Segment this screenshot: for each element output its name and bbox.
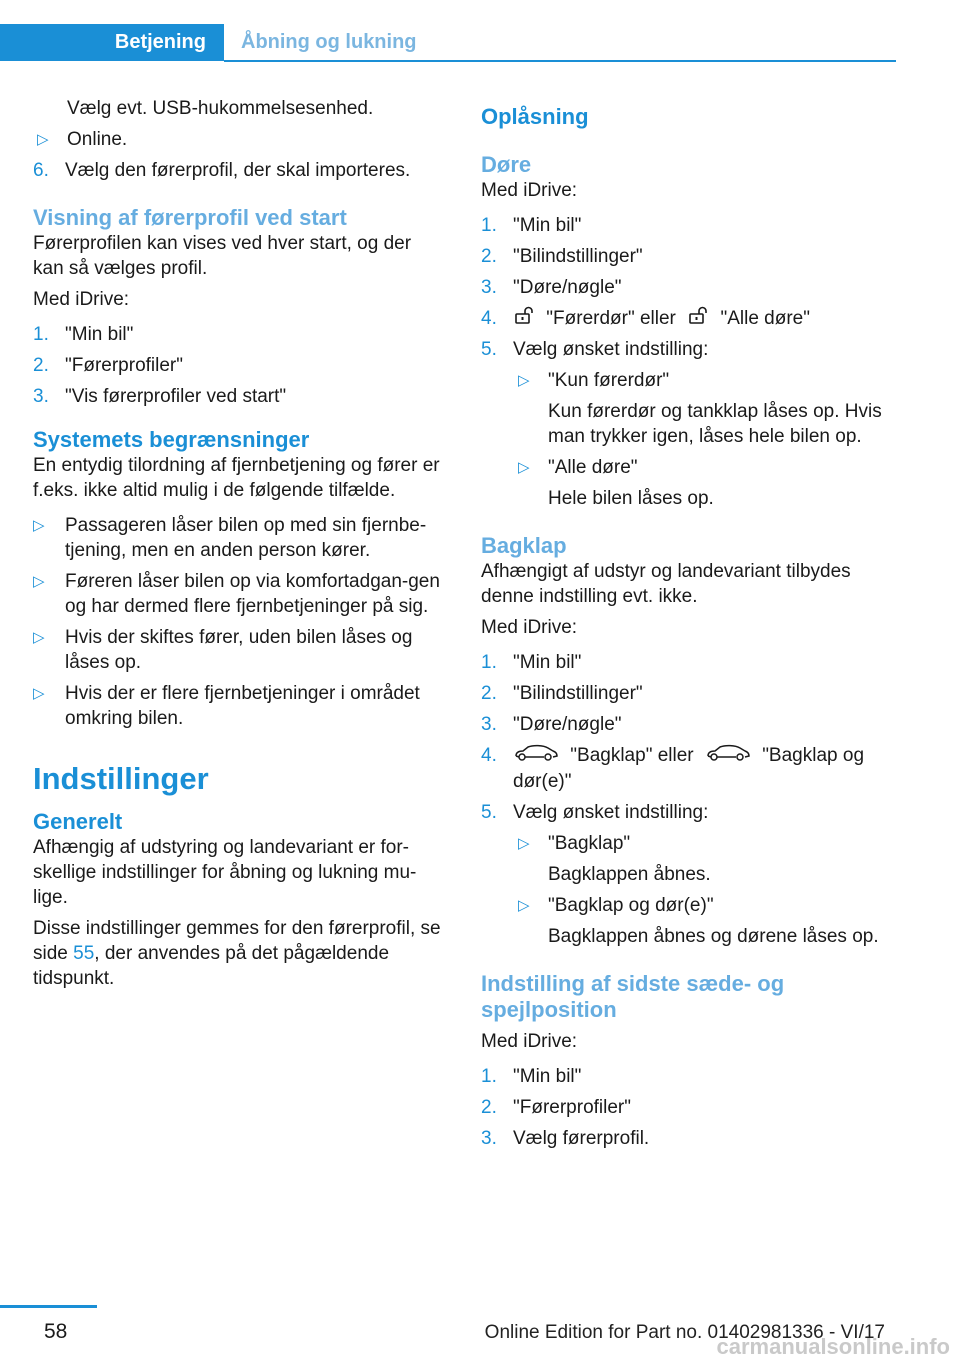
car-icon xyxy=(705,744,751,769)
list-item: 2. "Bilindstillinger" xyxy=(481,246,643,267)
triangle-right-icon: ▷ xyxy=(518,372,530,390)
list-item: 3. "Vis førerprofiler ved start" xyxy=(33,386,287,407)
triangle-right-icon: ▷ xyxy=(518,896,530,914)
paragraph: Afhængigt af udstyr og landevariant tilbydes denne indstilling evt. ikke. xyxy=(481,561,851,608)
list-item: 3. Vælg førerprofil. xyxy=(481,1127,650,1149)
list-item: ▷ Føreren låser bilen op via komfortadgan‐gen og har dermed flere fjernbetjeninger på sig. xyxy=(33,571,440,617)
page-header xyxy=(0,0,960,64)
list-item: ▷ Online. xyxy=(37,129,128,150)
triangle-right-icon: ▷ xyxy=(33,573,45,590)
med-idrive-label: Med iDrive: xyxy=(481,617,578,639)
list-item: ▷ Hvis der er flere fjernbetjeninger i området omkring bilen. xyxy=(33,683,420,729)
list-item: 1. "Min bil" xyxy=(481,1065,582,1087)
page-link[interactable]: 55 xyxy=(73,943,95,964)
list-item: ▷ "Alle døre" xyxy=(518,457,638,479)
section-heading-oplasning: Oplåsning xyxy=(481,104,589,129)
list-item: ▷ Hvis der skiftes fører, uden bilen låses og låses op. xyxy=(33,627,413,673)
watermark: carmanualsonline.info xyxy=(716,1334,950,1359)
left-column xyxy=(33,96,443,991)
list-item: 1. "Min bil" xyxy=(481,652,582,674)
med-idrive-label: Med iDrive: xyxy=(481,180,578,201)
paragraph: En entydig tilordning af fjernbetjening og fører er f.eks. ikke altid mulig i de følgende tilfælde. xyxy=(33,455,440,501)
list-item: 2. "Førerprofiler" xyxy=(33,355,183,376)
list-item: 2. "Førerprofiler" xyxy=(481,1096,631,1118)
triangle-right-icon: ▷ xyxy=(33,685,45,702)
list-item: 3. "Døre/nøgle" xyxy=(481,714,622,736)
paragraph: Afhængig af udstyring og landevariant er for‐skellige indstillinger for åbning og lukning mu‐lige. xyxy=(33,837,417,908)
triangle-right-icon: ▷ xyxy=(33,629,45,646)
list-item: 4. "Bagklap" eller "Bagklap og dør(e)" xyxy=(481,745,865,792)
list-item: 4. "Førerdør" eller "Alle døre" xyxy=(481,306,896,331)
option-description: Hele bilen låses op. xyxy=(548,488,714,510)
triangle-right-icon: ▷ xyxy=(518,459,530,477)
unlock-icon xyxy=(687,306,709,331)
med-idrive-label: Med iDrive: xyxy=(33,289,130,310)
triangle-right-icon: ▷ xyxy=(33,517,45,534)
list-item: 6. Vælg den førerprofil, der skal importeres. xyxy=(33,160,411,181)
list-item: 1. "Min bil" xyxy=(481,215,582,236)
car-icon xyxy=(513,744,559,769)
option-description: Kun førerdør og tankklap låses op. Hvis man trykker igen, låses hele bilen op. xyxy=(548,401,882,448)
right-column xyxy=(481,104,896,1151)
list-item: 5. Vælg ønsket indstilling: xyxy=(481,801,709,823)
paragraph: Disse indstillinger gemmes for den førerprofil, se side 55, der anvendes på det pågældende tidspunkt. xyxy=(33,918,441,989)
option-description: Bagklappen åbnes og dørene låses op. xyxy=(548,925,879,947)
list-item: 5. Vælg ønsket indstilling: xyxy=(481,339,709,361)
triangle-right-icon: ▷ xyxy=(37,131,49,148)
list-item: ▷ "Kun førerdør" xyxy=(518,370,670,392)
list-item: 1. "Min bil" xyxy=(33,324,134,345)
option-description: Bagklappen åbnes. xyxy=(548,863,711,885)
section-heading-saede: Indstilling af sidste sæde- og spejlposition xyxy=(481,970,785,1022)
edition-text: Online Edition for Part no. 01402981336 - VI/17 xyxy=(484,1322,885,1343)
continued-line: Vælg evt. USB-hukommelsesenhed. xyxy=(67,98,374,119)
chapter-heading-indstillinger: Indstillinger xyxy=(33,761,209,796)
list-item: ▷ "Bagklap og dør(e)" xyxy=(518,894,714,916)
unlock-icon xyxy=(513,306,535,331)
footer-divider xyxy=(0,1305,97,1308)
section-heading-generelt: Generelt xyxy=(33,809,123,834)
section-heading-systemets: Systemets begrænsninger xyxy=(33,427,310,452)
list-item: 2. "Bilindstillinger" xyxy=(481,683,643,705)
list-item: ▷ "Bagklap" xyxy=(518,832,631,854)
section-heading-dore: Døre xyxy=(481,152,532,177)
triangle-right-icon: ▷ xyxy=(518,834,530,852)
section-heading-visning: Visning af førerprofil ved start xyxy=(33,205,347,230)
list-item: 3. "Døre/nøgle" xyxy=(481,277,622,298)
page-number: 58 xyxy=(44,1320,68,1343)
header-divider xyxy=(224,60,896,62)
med-idrive-label: Med iDrive: xyxy=(481,1030,578,1052)
section-heading-bagklap: Bagklap xyxy=(481,533,567,559)
paragraph: Førerprofilen kan vises ved hver start, og der kan så vælges profil. xyxy=(33,233,412,279)
list-item: ▷ Passageren låser bilen op med sin fjernbe‐tjening, men en anden person kører. xyxy=(33,515,427,561)
tab-abning-og-lukning[interactable]: Åbning og lukning xyxy=(241,31,417,53)
tab-betjening[interactable]: Betjening xyxy=(0,24,224,61)
